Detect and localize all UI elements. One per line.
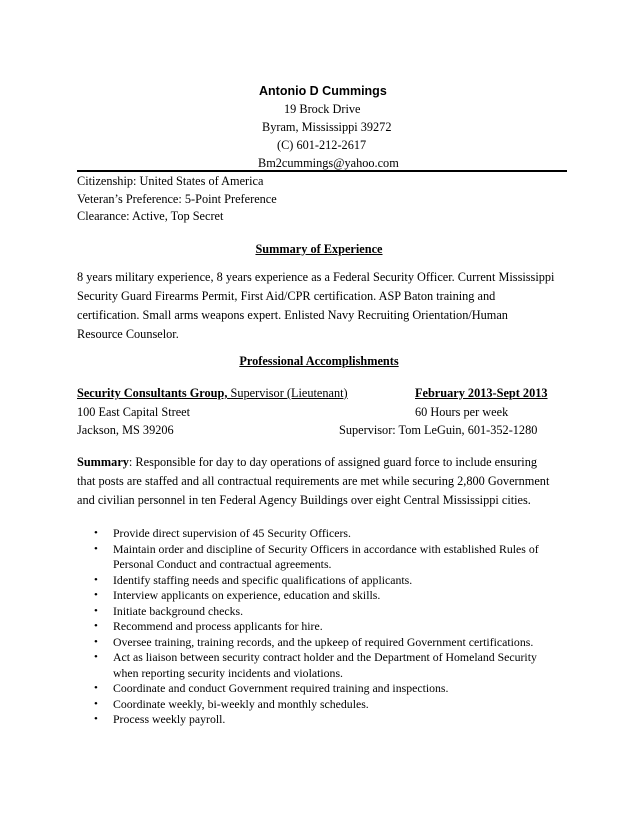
- list-item: • Recommend and process applicants for hire.: [94, 619, 323, 633]
- experience-line: Resource Counselor.: [77, 327, 179, 341]
- experience-summary-paragraph: [77, 268, 567, 344]
- list-item: • Coordinate weekly, bi-weekly and monthly schedules.: [94, 696, 369, 711]
- employer-city: Jackson, MS 39206: [77, 423, 174, 437]
- bullet-icon: •: [94, 589, 98, 601]
- professional-accomplishments-heading: Professional Accomplishments: [239, 354, 399, 368]
- list-item: • Oversee training, training records, and the upkeep of required Government certifications.: [94, 634, 534, 649]
- email-address: Bm2cummings@yahoo.com: [258, 156, 399, 170]
- list-item: • Coordinate and conduct Government required training and inspections.: [94, 681, 449, 695]
- city-state-zip: Byram, Mississippi 39272: [262, 120, 392, 134]
- experience-line: Security Guard Firearms Permit, First Aid/CPR certification. ASP Baton training and: [77, 289, 496, 303]
- citizenship-line: Citizenship: United States of America: [77, 174, 264, 188]
- street-address: 19 Brock Drive: [284, 102, 361, 116]
- applicant-name: Antonio D Cummings: [259, 84, 387, 98]
- bullet-icon: •: [94, 542, 98, 555]
- list-item: • Interview applicants on experience, education and skills.: [94, 588, 381, 602]
- summary-of-experience-heading: Summary of Experience: [255, 242, 383, 256]
- bullet-icon: •: [94, 651, 98, 663]
- supervisor-contact: Supervisor: Tom LeGuin, 601-352-1280: [339, 423, 538, 437]
- list-item: • Provide direct supervision of 45 Security Officers.: [94, 526, 351, 540]
- employer-street: 100 East Capital Street: [77, 405, 191, 419]
- bullet-icon: •: [94, 604, 98, 617]
- job-summary-label: Summary: [77, 455, 129, 469]
- job-summary-line: and civilian personnel in ten Federal Agency Buildings over eight Central Mississippi cities.: [77, 493, 531, 507]
- veteran-preference-line: Veteran’s Preference: 5-Point Preference: [77, 192, 277, 206]
- duties-list: [93, 526, 563, 728]
- list-item: • Maintain order and discipline of Security Officers in accordance with established Rules of Personal Conduct and contractual agreements.: [94, 541, 539, 571]
- job-summary-paragraph: [77, 453, 567, 510]
- bullet-icon: •: [94, 713, 98, 725]
- job-position: Supervisor (Lieutenant): [227, 386, 348, 400]
- experience-line: 8 years military experience, 8 years experience as a Federal Security Officer. Current Mississippi: [77, 270, 555, 284]
- job-title-row: [77, 384, 400, 402]
- bullet-icon: •: [94, 635, 98, 648]
- employment-dates: February 2013-Sept 2013: [415, 386, 548, 400]
- employer-name: Security Consultants Group,: [77, 386, 228, 400]
- bullet-icon: •: [94, 573, 98, 586]
- clearance-line: Clearance: Active, Top Secret: [77, 209, 224, 223]
- job-summary-line: Summary: Responsible for day to day operations of assigned guard force to include ensuring: [77, 455, 538, 469]
- list-item: • Initiate background checks.: [94, 603, 244, 618]
- list-item: • Process weekly payroll.: [94, 712, 226, 726]
- experience-line: certification. Small arms weapons expert. Enlisted Navy Recruiting Orientation/Human: [77, 308, 508, 322]
- job-header: [77, 384, 567, 440]
- list-item: • Act as liaison between security contract holder and the Department of Homeland Security when reporting security incidents and violations.: [94, 650, 537, 680]
- bullet-icon: •: [94, 620, 98, 632]
- bullet-icon: •: [94, 697, 98, 710]
- job-summary-line: that posts are staffed and all contractual requirements are met while securing 2,800 Government: [77, 474, 550, 488]
- phone-number: (C) 601-212-2617: [277, 138, 367, 152]
- weekly-hours: 60 Hours per week: [415, 405, 509, 419]
- bullet-icon: •: [94, 682, 98, 694]
- bullet-icon: •: [94, 527, 98, 539]
- list-item: • Identify staffing needs and specific qualifications of applicants.: [94, 572, 413, 587]
